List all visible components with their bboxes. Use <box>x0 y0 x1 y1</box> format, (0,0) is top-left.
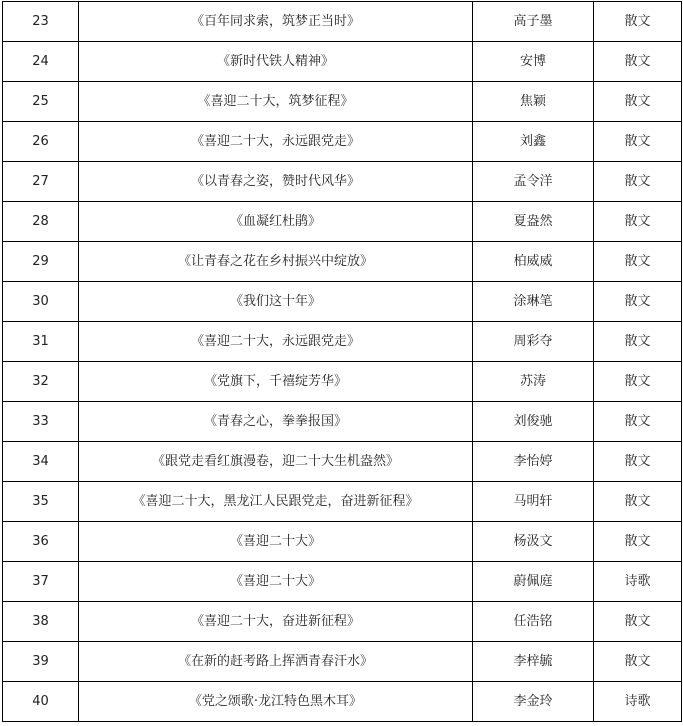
author-name: 安博 <box>473 42 594 82</box>
work-title: 《我们这十年》 <box>79 282 473 322</box>
work-title: 《百年同求索，筑梦正当时》 <box>79 2 473 42</box>
work-title: 《喜迎二十大，黑龙江人民跟党走，奋进新征程》 <box>79 482 473 522</box>
entries-table <box>2 1 682 722</box>
genre: 散文 <box>594 642 682 682</box>
row-number: 25 <box>3 82 79 122</box>
author-name: 李怡婷 <box>473 442 594 482</box>
row-number: 28 <box>3 202 79 242</box>
work-title: 《在新的赶考路上挥洒青春汗水》 <box>79 642 473 682</box>
genre: 散文 <box>594 482 682 522</box>
genre: 散文 <box>594 162 682 202</box>
author-name: 周彩夺 <box>473 322 594 362</box>
genre: 散文 <box>594 82 682 122</box>
work-title: 《喜迎二十大》 <box>79 522 473 562</box>
genre: 散文 <box>594 442 682 482</box>
author-name: 李梓毓 <box>473 642 594 682</box>
author-name: 蔚佩庭 <box>473 562 594 602</box>
work-title: 《新时代铁人精神》 <box>79 42 473 82</box>
row-number: 29 <box>3 242 79 282</box>
table-row <box>3 82 682 122</box>
table-row <box>3 402 682 442</box>
genre: 散文 <box>594 522 682 562</box>
work-title: 《党之颂歌·龙江特色黑木耳》 <box>79 682 473 722</box>
genre: 散文 <box>594 42 682 82</box>
row-number: 36 <box>3 522 79 562</box>
table-row <box>3 202 682 242</box>
work-title: 《党旗下，千禧绽芳华》 <box>79 362 473 402</box>
table-row <box>3 2 682 42</box>
table-row <box>3 162 682 202</box>
genre: 诗歌 <box>594 682 682 722</box>
genre: 散文 <box>594 282 682 322</box>
author-name: 刘鑫 <box>473 122 594 162</box>
work-title: 《血凝红杜鹃》 <box>79 202 473 242</box>
author-name: 杨汲文 <box>473 522 594 562</box>
work-title: 《喜迎二十大》 <box>79 562 473 602</box>
row-number: 33 <box>3 402 79 442</box>
row-number: 35 <box>3 482 79 522</box>
author-name: 涂琳笔 <box>473 282 594 322</box>
work-title: 《喜迎二十大，永远跟党走》 <box>79 122 473 162</box>
table-row <box>3 482 682 522</box>
work-title: 《青春之心，拳拳报国》 <box>79 402 473 442</box>
table-row <box>3 242 682 282</box>
author-name: 任浩铭 <box>473 602 594 642</box>
table-row <box>3 602 682 642</box>
table-row <box>3 642 682 682</box>
work-title: 《跟党走看红旗漫卷，迎二十大生机盎然》 <box>79 442 473 482</box>
table-row <box>3 282 682 322</box>
author-name: 柏威威 <box>473 242 594 282</box>
table-row <box>3 122 682 162</box>
table-row <box>3 322 682 362</box>
genre: 散文 <box>594 362 682 402</box>
row-number: 40 <box>3 682 79 722</box>
author-name: 马明轩 <box>473 482 594 522</box>
author-name: 苏涛 <box>473 362 594 402</box>
author-name: 孟令洋 <box>473 162 594 202</box>
row-number: 34 <box>3 442 79 482</box>
author-name: 李金玲 <box>473 682 594 722</box>
work-title: 《让青春之花在乡村振兴中绽放》 <box>79 242 473 282</box>
author-name: 焦颖 <box>473 82 594 122</box>
table-row <box>3 42 682 82</box>
genre: 散文 <box>594 602 682 642</box>
author-name: 夏盎然 <box>473 202 594 242</box>
table-row <box>3 682 682 722</box>
table-row <box>3 522 682 562</box>
row-number: 32 <box>3 362 79 402</box>
genre: 散文 <box>594 402 682 442</box>
row-number: 27 <box>3 162 79 202</box>
author-name: 高子墨 <box>473 2 594 42</box>
row-number: 30 <box>3 282 79 322</box>
work-title: 《喜迎二十大，奋进新征程》 <box>79 602 473 642</box>
entries-table-body <box>3 2 682 722</box>
genre: 散文 <box>594 202 682 242</box>
table-row <box>3 362 682 402</box>
genre: 散文 <box>594 322 682 362</box>
work-title: 《喜迎二十大，筑梦征程》 <box>79 82 473 122</box>
work-title: 《喜迎二十大，永远跟党走》 <box>79 322 473 362</box>
row-number: 23 <box>3 2 79 42</box>
row-number: 31 <box>3 322 79 362</box>
table-row <box>3 562 682 602</box>
work-title: 《以青春之姿，赞时代风华》 <box>79 162 473 202</box>
genre: 诗歌 <box>594 562 682 602</box>
author-name: 刘俊驰 <box>473 402 594 442</box>
row-number: 38 <box>3 602 79 642</box>
table-row <box>3 442 682 482</box>
genre: 散文 <box>594 2 682 42</box>
row-number: 24 <box>3 42 79 82</box>
row-number: 37 <box>3 562 79 602</box>
row-number: 39 <box>3 642 79 682</box>
row-number: 26 <box>3 122 79 162</box>
genre: 散文 <box>594 242 682 282</box>
genre: 散文 <box>594 122 682 162</box>
